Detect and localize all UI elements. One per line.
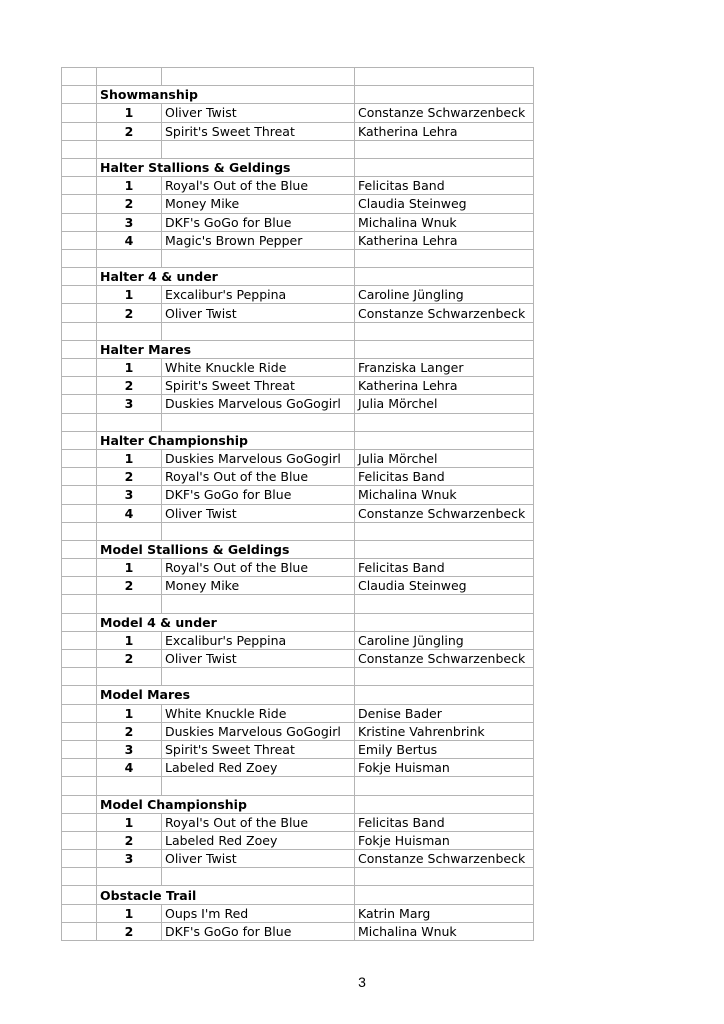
empty-cell	[62, 559, 97, 577]
empty-cell	[62, 577, 97, 595]
section-title: Model Stallions & Geldings	[97, 540, 355, 558]
empty-cell	[62, 486, 97, 504]
placing-cell: 1	[97, 104, 162, 122]
results-table-body	[62, 68, 534, 941]
result-row	[62, 449, 534, 467]
placing-cell: 3	[97, 213, 162, 231]
section-header-row	[62, 613, 534, 631]
section-title: Halter Mares	[97, 340, 355, 358]
empty-cell	[97, 140, 162, 158]
empty-cell	[62, 177, 97, 195]
empty-cell	[62, 831, 97, 849]
result-row	[62, 922, 534, 940]
rider-name-cell: Michalina Wnuk	[355, 213, 534, 231]
placing-cell: 2	[97, 122, 162, 140]
horse-name-cell: Oups I'm Red	[162, 904, 355, 922]
rider-name-cell: Emily Bertus	[355, 740, 534, 758]
empty-cell	[62, 650, 97, 668]
empty-cell	[62, 777, 97, 795]
horse-name-cell: Labeled Red Zoey	[162, 759, 355, 777]
empty-cell	[355, 249, 534, 267]
empty-cell	[162, 522, 355, 540]
rider-name-cell: Kristine Vahrenbrink	[355, 722, 534, 740]
horse-name-cell: Oliver Twist	[162, 104, 355, 122]
empty-cell	[62, 904, 97, 922]
empty-cell	[62, 340, 97, 358]
empty-cell	[97, 595, 162, 613]
result-row	[62, 759, 534, 777]
page-number: 3	[358, 974, 366, 990]
placing-cell: 4	[97, 504, 162, 522]
horse-name-cell: Spirit's Sweet Threat	[162, 122, 355, 140]
spacer-row	[62, 413, 534, 431]
spacer-row	[62, 668, 534, 686]
empty-cell	[162, 595, 355, 613]
rider-name-cell: Caroline Jüngling	[355, 631, 534, 649]
horse-name-cell: Royal's Out of the Blue	[162, 468, 355, 486]
result-row	[62, 504, 534, 522]
horse-name-cell: Money Mike	[162, 195, 355, 213]
rider-name-cell: Denise Bader	[355, 704, 534, 722]
horse-name-cell: Money Mike	[162, 577, 355, 595]
placing-cell: 1	[97, 631, 162, 649]
horse-name-cell: Excalibur's Peppina	[162, 286, 355, 304]
result-row	[62, 377, 534, 395]
rider-name-cell: Fokje Huisman	[355, 759, 534, 777]
section-title: Halter Stallions & Geldings	[97, 158, 355, 176]
empty-cell	[62, 86, 97, 104]
horse-name-cell: Duskies Marvelous GoGogirl	[162, 722, 355, 740]
spacer-row	[62, 522, 534, 540]
empty-cell	[97, 413, 162, 431]
empty-cell	[62, 322, 97, 340]
rider-name-cell: Felicitas Band	[355, 468, 534, 486]
horse-name-cell: Royal's Out of the Blue	[162, 177, 355, 195]
results-table	[61, 67, 534, 941]
horse-name-cell: Duskies Marvelous GoGogirl	[162, 449, 355, 467]
horse-name-cell: Oliver Twist	[162, 650, 355, 668]
horse-name-cell: Oliver Twist	[162, 850, 355, 868]
result-row	[62, 904, 534, 922]
placing-cell: 1	[97, 813, 162, 831]
rider-name-cell: Katherina Lehra	[355, 231, 534, 249]
empty-cell	[62, 922, 97, 940]
result-row	[62, 122, 534, 140]
horse-name-cell: Labeled Red Zoey	[162, 831, 355, 849]
empty-cell	[97, 868, 162, 886]
result-row	[62, 577, 534, 595]
section-header-row	[62, 158, 534, 176]
rider-name-cell: Felicitas Band	[355, 559, 534, 577]
empty-cell	[62, 449, 97, 467]
empty-cell	[62, 249, 97, 267]
empty-cell	[62, 377, 97, 395]
section-header-row	[62, 886, 534, 904]
result-row	[62, 850, 534, 868]
horse-name-cell: DKF's GoGo for Blue	[162, 486, 355, 504]
empty-cell	[62, 286, 97, 304]
empty-cell	[355, 413, 534, 431]
spacer-row	[62, 595, 534, 613]
empty-cell	[62, 813, 97, 831]
result-row	[62, 486, 534, 504]
horse-name-cell: Spirit's Sweet Threat	[162, 377, 355, 395]
placing-cell: 1	[97, 177, 162, 195]
empty-cell	[355, 686, 534, 704]
result-row	[62, 722, 534, 740]
horse-name-cell: Excalibur's Peppina	[162, 631, 355, 649]
empty-cell	[62, 795, 97, 813]
placing-cell: 2	[97, 195, 162, 213]
empty-cell	[62, 468, 97, 486]
rider-name-cell: Constanze Schwarzenbeck	[355, 650, 534, 668]
rider-name-cell: Claudia Steinweg	[355, 577, 534, 595]
placing-cell: 1	[97, 559, 162, 577]
empty-cell	[62, 431, 97, 449]
result-row	[62, 468, 534, 486]
horse-name-cell: Duskies Marvelous GoGogirl	[162, 395, 355, 413]
placing-cell: 3	[97, 395, 162, 413]
result-row	[62, 631, 534, 649]
horse-name-cell: Magic's Brown Pepper	[162, 231, 355, 249]
section-title: Showmanship	[97, 86, 355, 104]
empty-cell	[162, 868, 355, 886]
empty-cell	[62, 213, 97, 231]
empty-cell	[162, 777, 355, 795]
horse-name-cell: DKF's GoGo for Blue	[162, 213, 355, 231]
empty-cell	[62, 395, 97, 413]
placing-cell: 2	[97, 304, 162, 322]
empty-cell	[355, 322, 534, 340]
result-row	[62, 213, 534, 231]
result-row	[62, 395, 534, 413]
empty-cell	[62, 268, 97, 286]
empty-cell	[62, 359, 97, 377]
placing-cell: 2	[97, 377, 162, 395]
rider-name-cell: Katherina Lehra	[355, 377, 534, 395]
result-row	[62, 740, 534, 758]
empty-cell	[62, 740, 97, 758]
rider-name-cell: Katrin Marg	[355, 904, 534, 922]
rider-name-cell: Fokje Huisman	[355, 831, 534, 849]
result-row	[62, 359, 534, 377]
empty-cell	[355, 668, 534, 686]
empty-cell	[355, 795, 534, 813]
result-row	[62, 559, 534, 577]
result-row	[62, 831, 534, 849]
placing-cell: 1	[97, 904, 162, 922]
result-row	[62, 195, 534, 213]
rider-name-cell: Michalina Wnuk	[355, 486, 534, 504]
empty-cell	[355, 886, 534, 904]
result-row	[62, 104, 534, 122]
result-row	[62, 231, 534, 249]
horse-name-cell: Spirit's Sweet Threat	[162, 740, 355, 758]
empty-cell	[62, 522, 97, 540]
empty-cell	[62, 613, 97, 631]
placing-cell: 1	[97, 704, 162, 722]
empty-cell	[162, 322, 355, 340]
empty-cell	[355, 268, 534, 286]
empty-cell	[97, 668, 162, 686]
rider-name-cell: Felicitas Band	[355, 177, 534, 195]
empty-cell	[355, 868, 534, 886]
result-row	[62, 286, 534, 304]
empty-cell	[355, 522, 534, 540]
placing-cell: 3	[97, 740, 162, 758]
empty-cell	[62, 886, 97, 904]
result-row	[62, 177, 534, 195]
horse-name-cell: White Knuckle Ride	[162, 704, 355, 722]
empty-cell	[162, 249, 355, 267]
empty-cell	[355, 595, 534, 613]
rider-name-cell: Constanze Schwarzenbeck	[355, 504, 534, 522]
section-header-row	[62, 540, 534, 558]
empty-cell	[355, 86, 534, 104]
empty-cell	[355, 140, 534, 158]
empty-cell	[62, 195, 97, 213]
rider-name-cell: Caroline Jüngling	[355, 286, 534, 304]
empty-cell	[355, 613, 534, 631]
empty-cell	[162, 668, 355, 686]
empty-cell	[162, 140, 355, 158]
empty-cell	[97, 249, 162, 267]
result-row	[62, 650, 534, 668]
empty-cell	[62, 631, 97, 649]
empty-cell	[355, 777, 534, 795]
rider-name-cell: Felicitas Band	[355, 813, 534, 831]
placing-cell: 1	[97, 286, 162, 304]
placing-cell: 2	[97, 831, 162, 849]
empty-cell	[62, 868, 97, 886]
empty-cell	[62, 68, 97, 86]
empty-cell	[62, 504, 97, 522]
empty-cell	[62, 104, 97, 122]
result-row	[62, 704, 534, 722]
placing-cell: 3	[97, 850, 162, 868]
result-row	[62, 304, 534, 322]
placing-cell: 4	[97, 759, 162, 777]
spacer-row	[62, 140, 534, 158]
empty-cell	[162, 413, 355, 431]
placing-cell: 1	[97, 449, 162, 467]
section-title: Halter 4 & under	[97, 268, 355, 286]
placing-cell: 2	[97, 650, 162, 668]
rider-name-cell: Michalina Wnuk	[355, 922, 534, 940]
placing-cell: 2	[97, 577, 162, 595]
rider-name-cell: Constanze Schwarzenbeck	[355, 304, 534, 322]
section-title: Halter Championship	[97, 431, 355, 449]
horse-name-cell: Oliver Twist	[162, 504, 355, 522]
empty-cell	[62, 759, 97, 777]
horse-name-cell: Oliver Twist	[162, 304, 355, 322]
empty-cell	[62, 540, 97, 558]
placing-cell: 4	[97, 231, 162, 249]
empty-cell	[97, 68, 162, 86]
rider-name-cell: Constanze Schwarzenbeck	[355, 104, 534, 122]
empty-cell	[355, 68, 534, 86]
section-header-row	[62, 686, 534, 704]
empty-cell	[62, 704, 97, 722]
section-header-row	[62, 431, 534, 449]
empty-cell	[62, 850, 97, 868]
empty-cell	[62, 668, 97, 686]
spacer-row	[62, 868, 534, 886]
section-header-row	[62, 795, 534, 813]
result-row	[62, 813, 534, 831]
empty-cell	[62, 413, 97, 431]
placing-cell: 3	[97, 486, 162, 504]
spacer-row	[62, 777, 534, 795]
empty-cell	[355, 540, 534, 558]
empty-cell	[62, 122, 97, 140]
empty-cell	[62, 722, 97, 740]
empty-cell	[355, 431, 534, 449]
rider-name-cell: Constanze Schwarzenbeck	[355, 850, 534, 868]
horse-name-cell: DKF's GoGo for Blue	[162, 922, 355, 940]
section-title: Obstacle Trail	[97, 886, 355, 904]
section-header-row	[62, 268, 534, 286]
placing-cell: 2	[97, 722, 162, 740]
section-title: Model Mares	[97, 686, 355, 704]
spacer-row	[62, 322, 534, 340]
rider-name-cell: Franziska Langer	[355, 359, 534, 377]
placing-cell: 2	[97, 922, 162, 940]
empty-cell	[62, 140, 97, 158]
empty-cell	[62, 158, 97, 176]
empty-cell	[355, 340, 534, 358]
spacer-row	[62, 249, 534, 267]
empty-cell	[355, 158, 534, 176]
placing-cell: 2	[97, 468, 162, 486]
empty-cell	[62, 304, 97, 322]
rider-name-cell: Katherina Lehra	[355, 122, 534, 140]
section-header-row	[62, 340, 534, 358]
horse-name-cell: Royal's Out of the Blue	[162, 813, 355, 831]
spacer-row	[62, 68, 534, 86]
empty-cell	[97, 322, 162, 340]
empty-cell	[62, 686, 97, 704]
section-title: Model Championship	[97, 795, 355, 813]
empty-cell	[97, 522, 162, 540]
rider-name-cell: Claudia Steinweg	[355, 195, 534, 213]
empty-cell	[97, 777, 162, 795]
empty-cell	[62, 231, 97, 249]
rider-name-cell: Julia Mörchel	[355, 449, 534, 467]
placing-cell: 1	[97, 359, 162, 377]
empty-cell	[162, 68, 355, 86]
rider-name-cell: Julia Mörchel	[355, 395, 534, 413]
horse-name-cell: White Knuckle Ride	[162, 359, 355, 377]
section-header-row	[62, 86, 534, 104]
empty-cell	[62, 595, 97, 613]
horse-name-cell: Royal's Out of the Blue	[162, 559, 355, 577]
section-title: Model 4 & under	[97, 613, 355, 631]
